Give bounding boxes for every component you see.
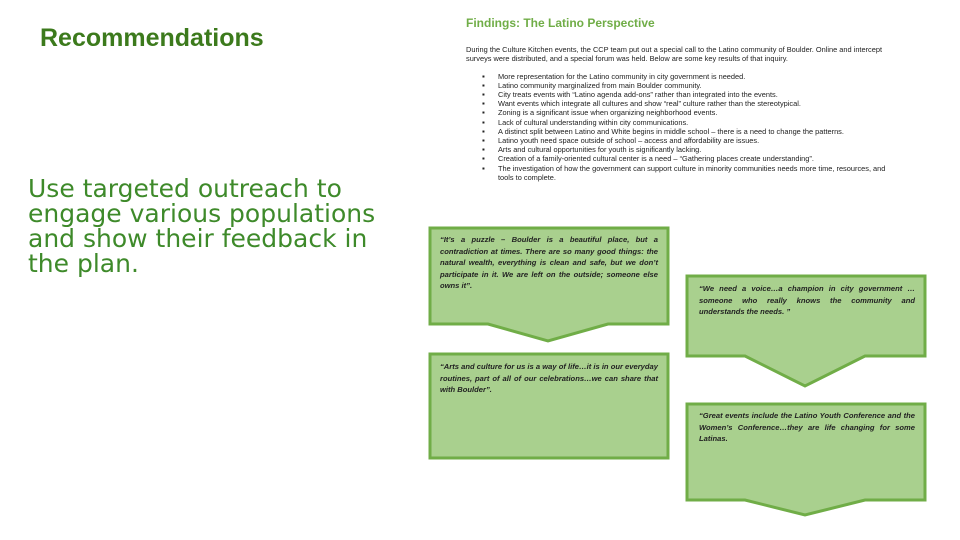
findings-panel xyxy=(466,16,896,182)
findings-item: ▪ The investigation of how the government can support culture in minority communities needs more time, resources, and tools to complete. xyxy=(482,164,896,182)
quote-text: “It’s a puzzle – Boulder is a beautiful place, but a contradiction at times. There are so many good things: the natural wealth, everything is clean and safe, but we don’t participate in it. We are left on the outside; someone else owns it”. xyxy=(440,235,658,291)
findings-item: ▪ Creation of a family-oriented cultural center is a need – “Gathering places create understanding”. xyxy=(482,154,896,163)
findings-item: ▪ Zoning is a significant issue when organizing neighborhood events. xyxy=(482,108,896,117)
findings-item: ▪ Arts and cultural opportunities for youth is significantly lacking. xyxy=(482,145,896,154)
findings-item: ▪ Latino youth need space outside of school – access and affordability are issues. xyxy=(482,136,896,145)
findings-item: ▪ Want events which integrate all cultures and show “real” culture rather than the stereotypical. xyxy=(482,99,896,108)
findings-title: Findings: The Latino Perspective xyxy=(466,16,655,30)
findings-item: ▪ City treats events with “Latino agenda add-ons” rather than integrated into the events. xyxy=(482,90,896,99)
quote-callout-2 xyxy=(685,274,927,390)
slide-title: Recommendations xyxy=(40,24,264,52)
slide-body-text: Use targeted outreach to engage various populations and show their feedback in the plan. xyxy=(28,174,376,278)
quote-text: “Arts and culture for us is a way of life…it is in our everyday routines, part of all of our celebrations…we can share that with Boulder”. xyxy=(440,362,658,395)
quote-callout-3 xyxy=(428,352,670,462)
quote-text: “Great events include the Latino Youth Conference and the Women’s Conference…they are life changing for some Latinas. xyxy=(699,411,915,444)
findings-list xyxy=(466,72,896,182)
findings-item: ▪ Lack of cultural understanding within city communications. xyxy=(482,118,896,127)
quote-callout-1 xyxy=(428,226,670,344)
findings-item: ▪ Latino community marginalized from main Boulder community. xyxy=(482,81,896,90)
findings-intro: During the Culture Kitchen events, the CCP team put out a special call to the Latino community of Boulder. Online and intercept surveys were distributed, and a special forum was held. Below are some key results of that inquiry. xyxy=(466,45,883,64)
quote-text: “We need a voice…a champion in city government … someone who really knows the community and understands the needs. ” xyxy=(699,284,915,317)
findings-item: ▪ More representation for the Latino community in city government is needed. xyxy=(482,72,896,81)
findings-item: ▪ A distinct split between Latino and White begins in middle school – there is a need to change the patterns. xyxy=(482,127,896,136)
quote-callout-4 xyxy=(685,402,927,518)
